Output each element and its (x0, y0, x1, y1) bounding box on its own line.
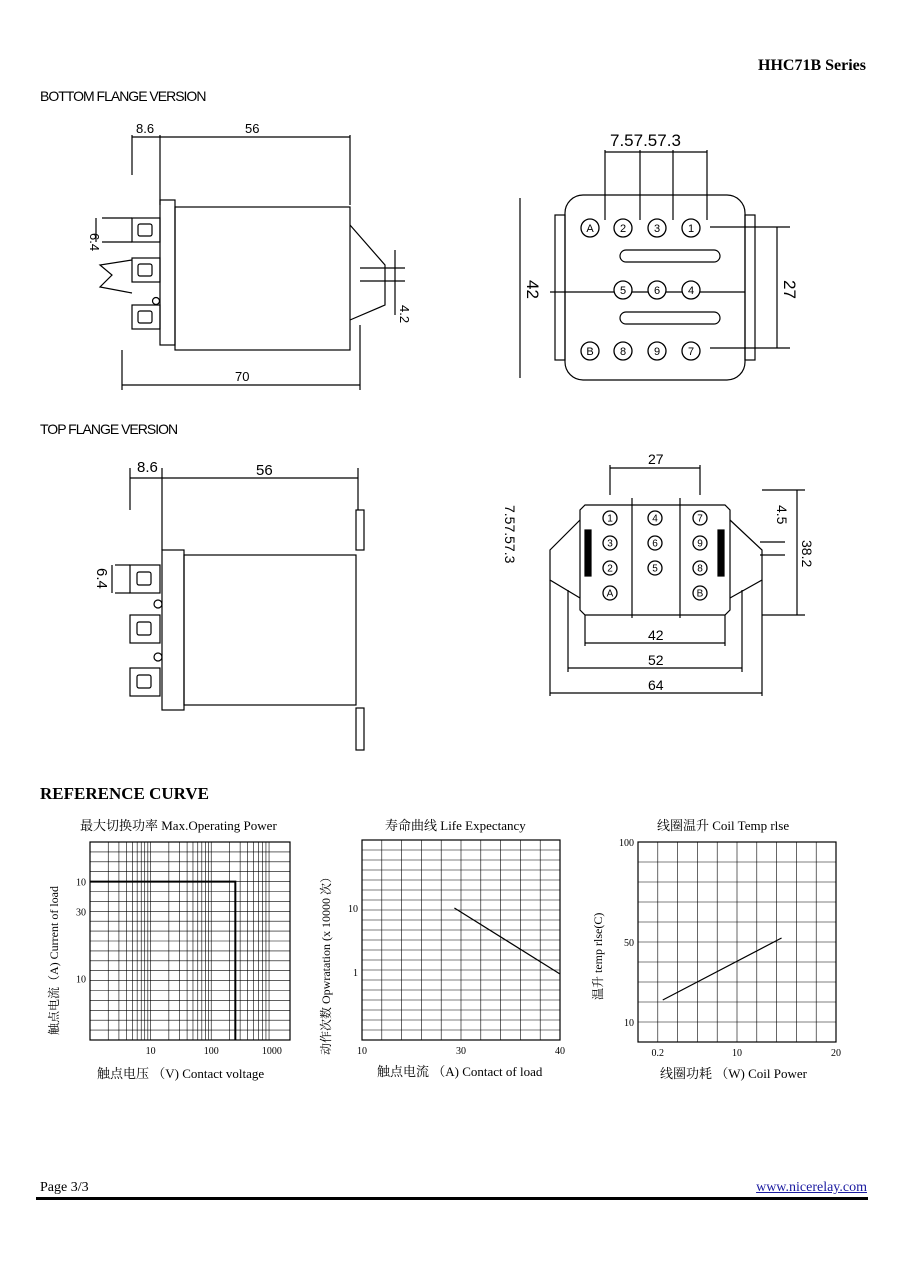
footer-rule (36, 1197, 868, 1200)
top-pin-label: 7 (697, 513, 703, 525)
bottom-pin-label: A (586, 222, 594, 235)
dim-top-64: 64 (648, 677, 664, 693)
chart2-x-tick: 10 (357, 1046, 367, 1057)
top-side-view-drawing (90, 450, 380, 760)
top-pin-label: 1 (607, 513, 613, 525)
bottom-pin-label: 7 (687, 345, 695, 358)
chart3-series-line (663, 938, 782, 1000)
dim-top-56: 56 (256, 462, 273, 479)
dim-top-42: 42 (648, 627, 664, 643)
bottom-pin-label: B (586, 345, 594, 358)
bottom-pin-label: 5 (619, 284, 627, 297)
website-link[interactable]: www.nicerelay.com (756, 1180, 867, 1195)
chart2-y-tick: 1 (353, 968, 358, 979)
chart1-x-tick: 100 (203, 1046, 219, 1057)
chart1-x-tick: 10 (145, 1046, 156, 1057)
top-pin-label: 6 (652, 538, 658, 550)
top-pin-label: 8 (697, 563, 703, 575)
chart3-y-tick: 10 (624, 1018, 634, 1029)
top-pin-label: 3 (607, 538, 613, 550)
dim-top-6-4: 6.4 (93, 568, 110, 589)
bottom-side-view-drawing (60, 115, 420, 400)
chart-max-operating-power (40, 810, 300, 1085)
top-pin-label: B (696, 588, 704, 600)
chart2-title: 寿命曲线 Life Expectancy (385, 818, 526, 833)
chart-coil-temp-rise (585, 810, 860, 1085)
bottom-flange-heading: BOTTOM FLANGE VERSION (40, 88, 206, 104)
dim-top-27: 27 (648, 451, 664, 467)
chart1-y-tick: 30 (76, 907, 86, 919)
series-title: HHC71B Series (758, 57, 866, 74)
dim-pitch: 7.57.57.3 (610, 131, 681, 150)
top-pin-label: 9 (697, 538, 703, 550)
chart1-y-tick: 10 (76, 877, 86, 889)
chart3-x-tick: 20 (831, 1048, 841, 1059)
dim-4-2: 4.2 (397, 305, 412, 324)
chart2-series-line (454, 908, 560, 974)
page-number: Page 3/3 (40, 1180, 89, 1195)
bottom-pin-label: 1 (687, 222, 695, 235)
bottom-pin-label: 4 (687, 284, 695, 297)
chart2-x-tick: 40 (555, 1046, 565, 1057)
bottom-pin-label: 6 (653, 284, 661, 297)
dim-top-38-2: 38.2 (799, 540, 815, 568)
top-pin-label: 2 (607, 563, 613, 575)
chart2-ylabel: 动作次数 Opwratation (x 10000 次） (319, 871, 333, 1055)
dim-top-8-6: 8.6 (137, 459, 158, 476)
chart2-y-tick: 10 (348, 904, 358, 915)
dim-70: 70 (235, 369, 250, 384)
chart1-xlabel: 触点电压 （V) Contact voltage (97, 1066, 265, 1081)
dim-top-pitch: 7.57.57.3 (502, 505, 518, 564)
chart3-y-tick: 100 (619, 838, 634, 849)
chart1-x-tick: 1000 (261, 1046, 282, 1057)
chart1-ylabel: 触点电流（A) Current of load (47, 886, 61, 1035)
bottom-plan-view-drawing (505, 120, 815, 390)
bottom-pin-label: 8 (619, 345, 627, 358)
dim-6-4: 6.4 (87, 233, 102, 252)
chart3-title: 线圈温升 Coil Temp rlse (657, 818, 790, 833)
chart3-xlabel: 线圈功耗 （W) Coil Power (660, 1066, 807, 1081)
dim-42: 42 (523, 280, 542, 299)
top-flange-heading: TOP FLANGE VERSION (40, 421, 178, 437)
top-pin-label: A (606, 588, 614, 600)
dim-8-6: 8.6 (136, 121, 155, 136)
dim-27: 27 (780, 280, 799, 299)
top-plan-view-drawing (500, 450, 820, 705)
bottom-pin-label: 3 (653, 222, 661, 235)
bottom-pin-label: 2 (619, 222, 627, 235)
dim-56: 56 (245, 121, 260, 136)
bottom-pin-label: 9 (653, 345, 661, 358)
chart3-x-tick: 0.2 (651, 1048, 665, 1059)
dim-top-52: 52 (648, 652, 664, 668)
chart3-ylabel: 温升 temp rlse(C) (591, 912, 605, 1000)
dim-top-4-5: 4.5 (774, 505, 790, 525)
reference-curve-heading: REFERENCE CURVE (40, 784, 209, 803)
chart1-title: 最大切换功率 Max.Operating Power (80, 818, 277, 833)
chart3-y-tick: 50 (624, 938, 634, 949)
top-pin-label: 5 (652, 563, 658, 575)
top-pin-label: 4 (652, 513, 658, 525)
chart2-xlabel: 触点电流 （A) Contact of load (377, 1064, 543, 1079)
chart3-x-tick: 10 (732, 1048, 742, 1059)
chart2-x-tick: 30 (456, 1046, 466, 1057)
chart1-y-tick: 10 (76, 974, 86, 986)
chart-life-expectancy (315, 810, 580, 1085)
